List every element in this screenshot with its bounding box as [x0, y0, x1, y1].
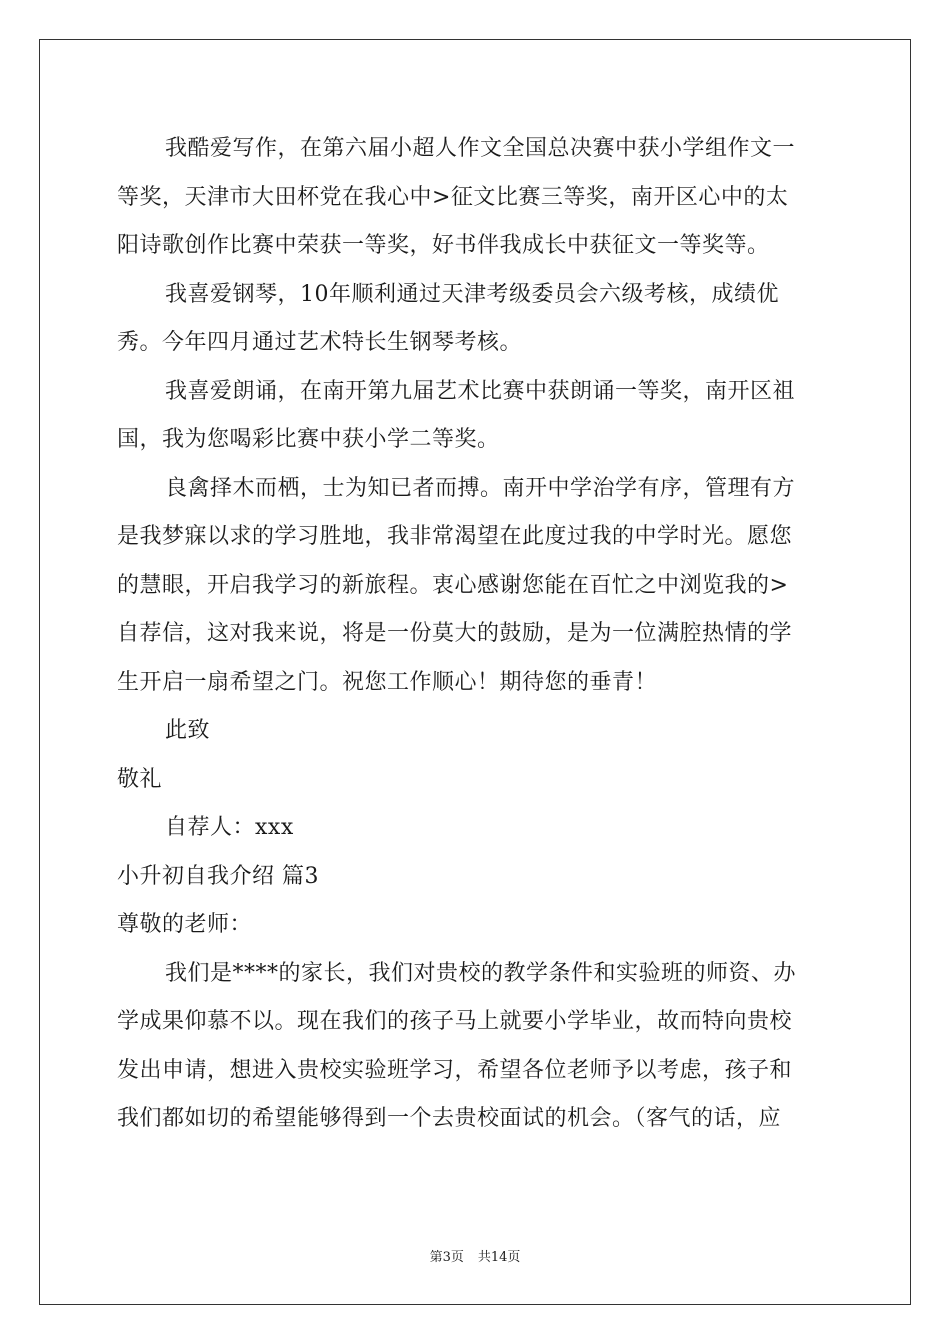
signature-line: 自荐人：xxx	[165, 815, 294, 840]
closing-regards: 敬礼	[117, 766, 163, 792]
page-total: 共14页	[477, 1250, 521, 1265]
page-footer	[0, 1246, 950, 1265]
text-line: 我酷爱写作，在第六届小超人作文全国总决赛中获小学组作文一	[165, 136, 796, 161]
text-line: 发出申请，想进入贵校实验班学习，希望各位老师予以考虑，孩子和	[117, 1057, 793, 1083]
section-heading: 小升初自我介绍 篇3	[117, 863, 319, 889]
document-body	[117, 125, 833, 1144]
text-line: 我喜爱朗诵，在南开第九届艺术比赛中获朗诵一等奖，南开区祖	[165, 378, 796, 404]
text-line: 学成果仰慕不以。现在我们的孩子马上就要小学毕业，故而特向贵校	[117, 1009, 793, 1034]
text-line: 的慧眼，开启我学习的新旅程。衷心感谢您能在百忙之中浏览我的>	[117, 572, 789, 598]
text-line: 我们是****的家长，我们对贵校的教学条件和实验班的师资、办	[165, 960, 797, 986]
text-line: 生开启一扇希望之门。祝您工作顺心！期待您的垂青！	[117, 669, 658, 695]
text-line: 我喜爱钢琴，10年顺利通过天津考级委员会六级考核，成绩优	[165, 281, 779, 307]
text-line: 国，我为您喝彩比赛中获小学二等奖。	[117, 427, 500, 452]
text-line: 秀。今年四月通过艺术特长生钢琴考核。	[117, 330, 523, 355]
text-line: 自荐信，这对我来说，将是一份莫大的鼓励，是为一位满腔热情的学	[117, 621, 793, 646]
text-line: 等奖，天津市大田杯党在我心中>征文比赛三等奖，南开区心中的太	[117, 184, 789, 210]
text-line: 良禽择木而栖，士为知已者而搏。南开中学治学有序，管理有方	[165, 475, 796, 501]
text-line: 我们都如切的希望能够得到一个去贵校面试的机会。（客气的话，应	[117, 1106, 782, 1131]
greeting: 尊敬的老师：	[117, 912, 253, 937]
text-line: 阳诗歌创作比赛中荣获一等奖，好书伴我成长中获征文一等奖等。	[117, 233, 770, 258]
closing-salutation: 此致	[165, 718, 211, 743]
text-line: 是我梦寐以求的学习胜地，我非常渴望在此度过我的中学时光。愿您	[117, 524, 793, 549]
page-number: 第3页	[429, 1250, 464, 1265]
